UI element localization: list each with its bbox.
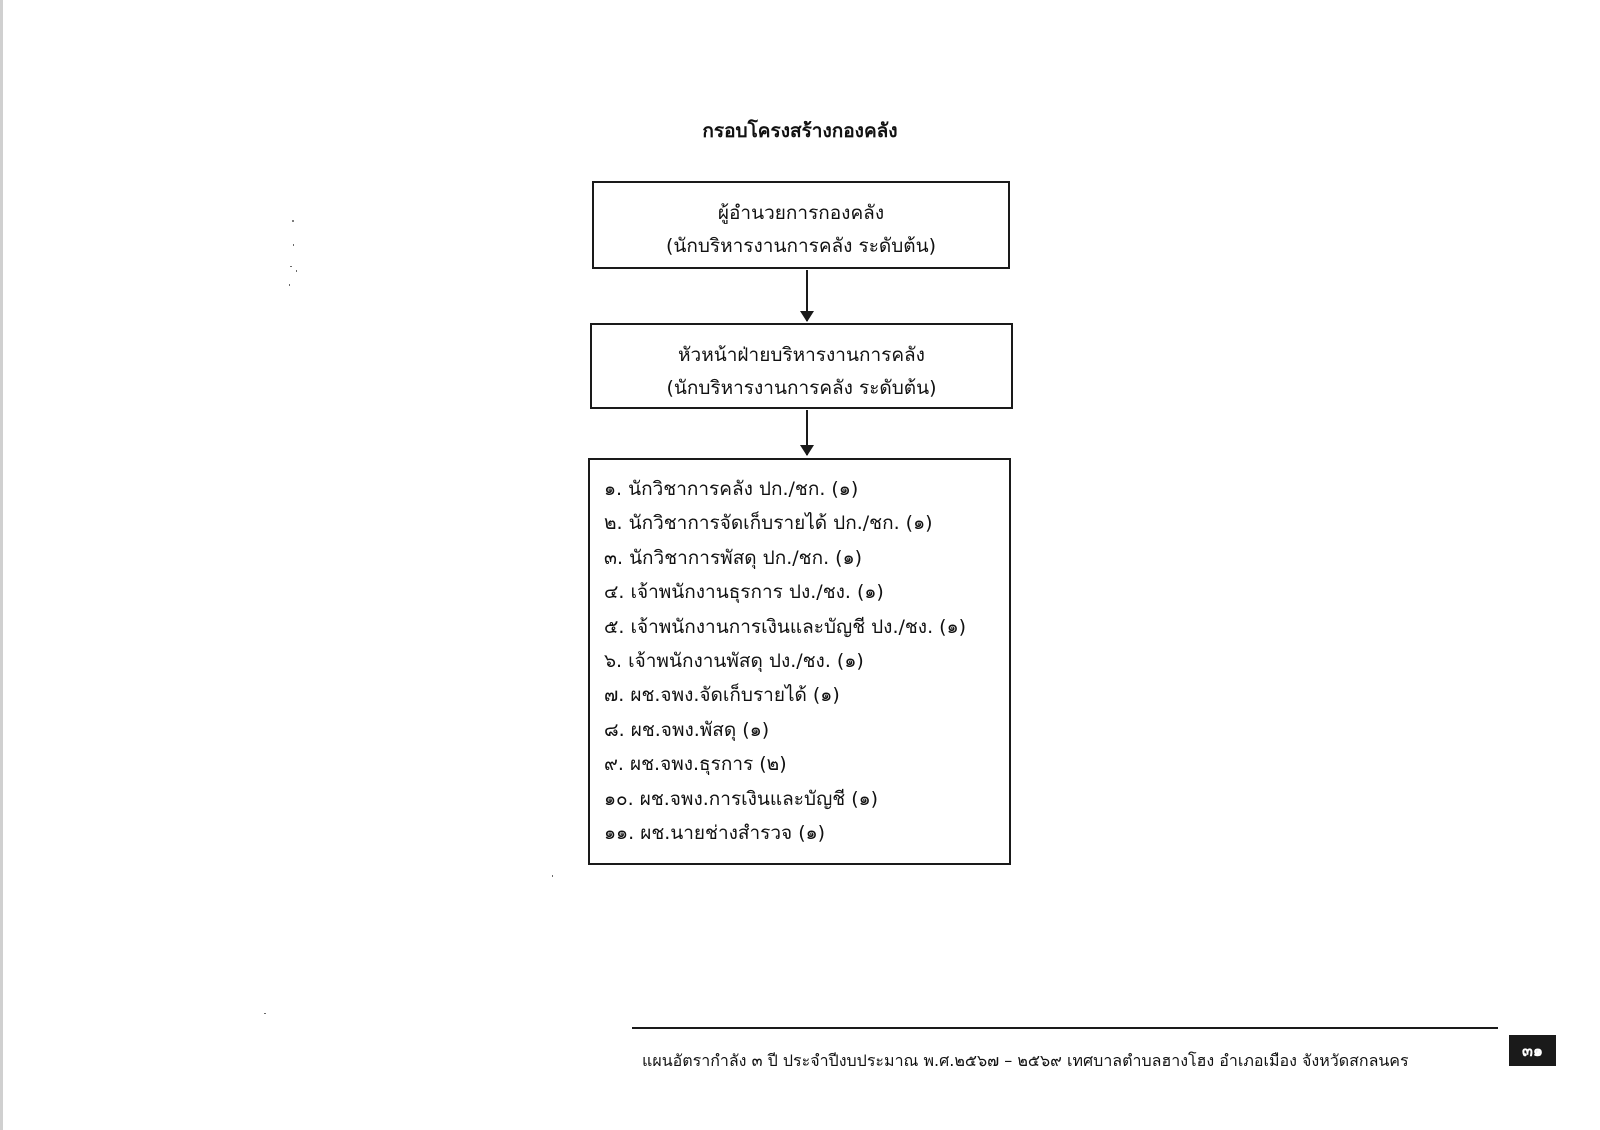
page-title: กรอบโครงสร้างกองคลัง — [702, 120, 898, 142]
staff-item: ๘. ผช.จพง.พัสดุ (๑) — [604, 718, 770, 741]
staff-item: ๖. เจ้าพนักงานพัสดุ ปง./ชง. (๑) — [604, 650, 864, 673]
scan-speck — [289, 284, 290, 286]
staff-item: ๑๐. ผช.จพง.การเงินและบัญชี (๑) — [604, 787, 879, 810]
staff-box — [588, 458, 1011, 865]
page-number: ๓๑ — [1509, 1035, 1556, 1066]
staff-item: ๒. นักวิชาการจัดเก็บรายได้ ปก./ชก. (๑) — [604, 512, 933, 535]
down-arrow-icon — [806, 410, 808, 455]
staff-item: ๑. นักวิชาการคลัง ปก./ชก. (๑) — [604, 478, 859, 500]
scan-speck — [290, 266, 292, 267]
footer-text: แผนอัตรากำลัง ๓ ปี ประจำปีงบประมาณ พ.ศ.๒๕๖๗ – ๒๕๖๙ เทศบาลตำบลฮางโฮง อำเภอเมือง จังหวัดสกลนคร — [642, 1051, 1409, 1070]
scan-speck — [264, 1013, 266, 1014]
head-box — [590, 323, 1013, 409]
down-arrow-icon — [806, 270, 808, 321]
scan-speck — [296, 270, 297, 272]
footer-divider — [632, 1027, 1498, 1029]
staff-list — [604, 472, 1009, 850]
scan-speck — [292, 220, 294, 222]
head-level: (นักบริหารงานการคลัง ระดับต้น) — [666, 377, 937, 399]
staff-item: ๓. นักวิชาการพัสดุ ปก./ชก. (๑) — [604, 546, 863, 569]
director-level: (นักบริหารงานการคลัง ระดับต้น) — [665, 235, 937, 257]
page-edge-shadow — [0, 0, 3, 1130]
head-position: หัวหน้าฝ่ายบริหารงานการคลัง — [678, 344, 925, 366]
staff-item: ๗. ผช.จพง.จัดเก็บรายได้ (๑) — [604, 684, 840, 707]
scan-speck — [552, 875, 553, 877]
staff-item: ๑๑. ผช.นายช่างสำรวจ (๑) — [604, 822, 826, 845]
staff-item: ๕. เจ้าพนักงานการเงินและบัญชี ปง./ชง. (๑) — [604, 615, 967, 638]
scan-speck — [293, 244, 294, 246]
director-position: ผู้อำนวยการกองคลัง — [717, 202, 885, 224]
staff-item: ๙. ผช.จพง.ธุรการ (๒) — [604, 753, 787, 776]
staff-item: ๔. เจ้าพนักงานธุรการ ปง./ชง. (๑) — [604, 581, 884, 604]
director-box — [592, 181, 1010, 269]
